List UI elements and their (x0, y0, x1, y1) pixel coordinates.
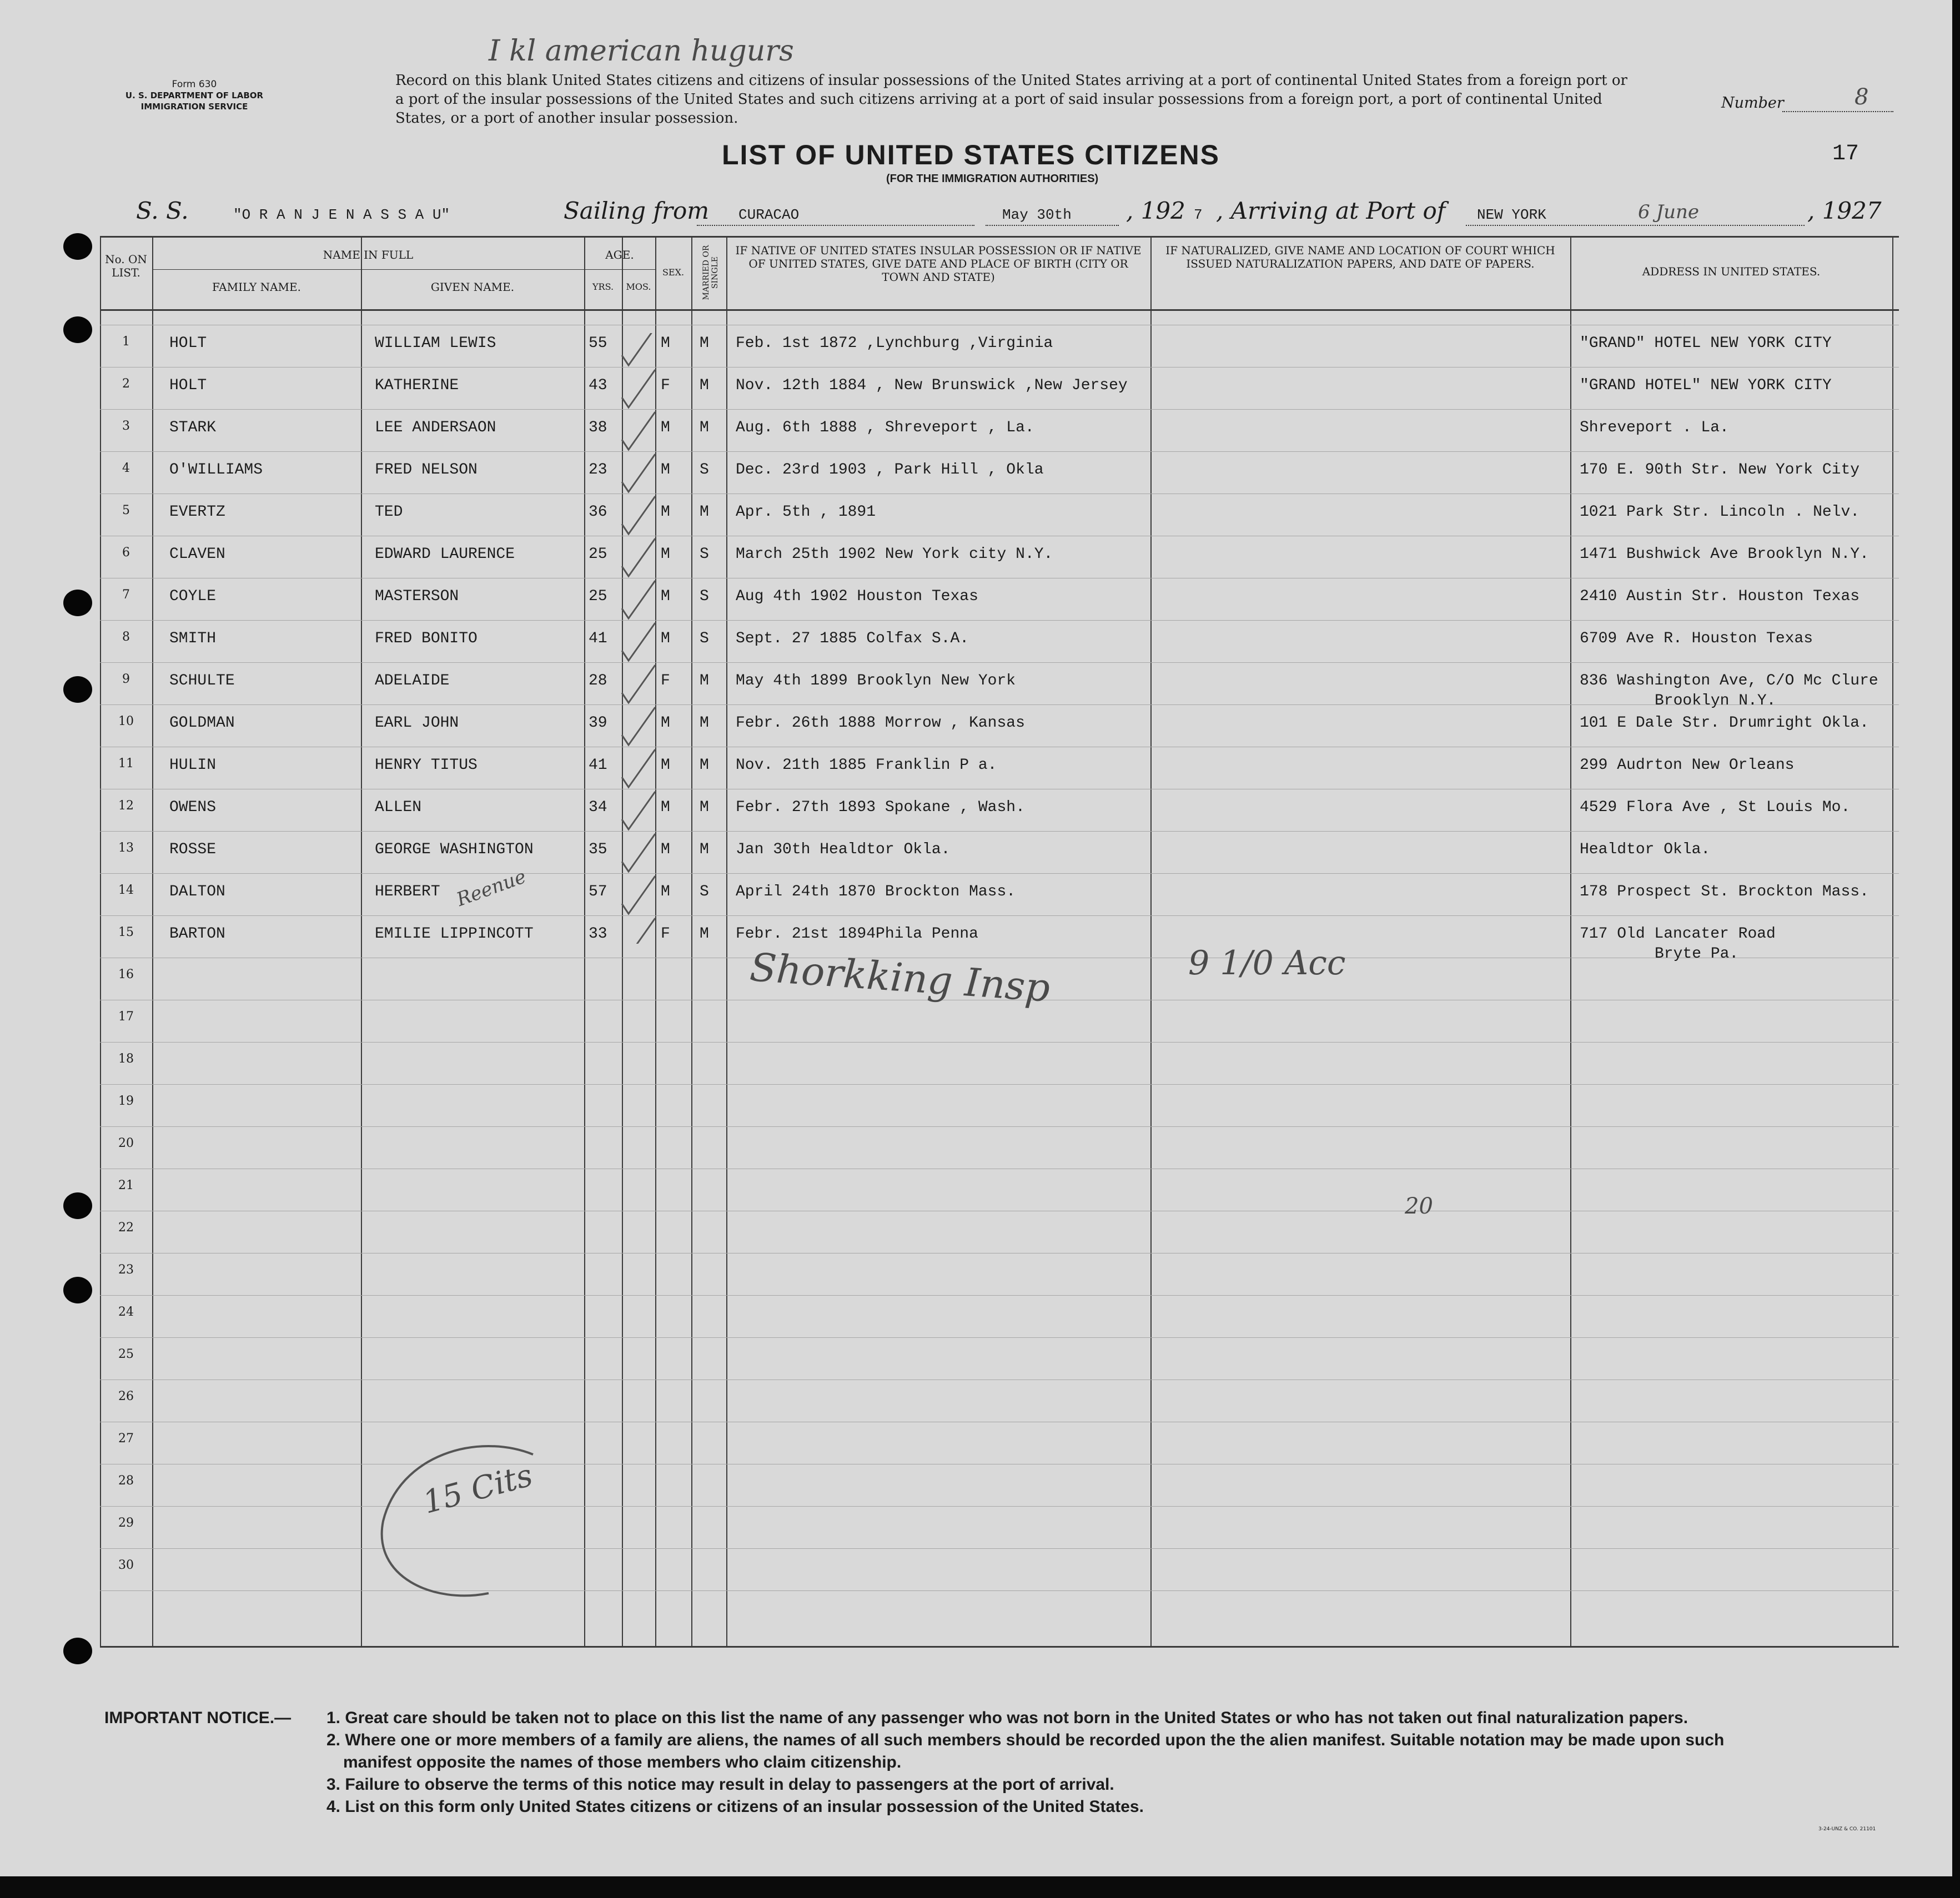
family-name: SMITH (169, 630, 217, 647)
sex: M (661, 588, 670, 605)
column-line (691, 236, 692, 1646)
arrival-year: , 1927 (1807, 197, 1882, 224)
ruled-line (100, 451, 1899, 452)
given-name: HERBERT (375, 883, 440, 900)
date-line (986, 225, 1119, 226)
sex: M (661, 335, 670, 352)
birth-info: Aug. 6th 1888 , Shreveport , La. (736, 419, 1034, 436)
given-name: ALLEN (375, 799, 422, 816)
address: 1021 Park Str. Lincoln . Nelv. (1580, 504, 1860, 521)
address: 178 Prospect St. Brockton Mass. (1580, 883, 1869, 900)
family-name: ROSSE (169, 841, 217, 858)
header-name-in-full: NAME IN FULL (323, 248, 414, 261)
birth-info: March 25th 1902 New York city N.Y. (736, 546, 1053, 563)
sex: M (661, 799, 670, 816)
check-mark (622, 834, 655, 872)
handwritten-annotation: I kl american hugurs (489, 34, 794, 68)
marital-status: M (700, 419, 709, 436)
notice-item: 4. List on this form only United States citizens or citizens of an insular possession of the United States. (326, 1798, 1144, 1816)
address: 101 E Dale Str. Drumright Okla. (1580, 714, 1869, 732)
header-naturalized: IF NATURALIZED, GIVE NAME AND LOCATION OF COURT WHICH ISSUED NATURALIZATION PAPERS, AND DATE OF PAPERS. (1165, 244, 1555, 270)
age-years: 36 (589, 504, 607, 521)
given-name: LEE ANDERSAON (375, 419, 496, 436)
sex: M (661, 504, 670, 521)
header-married: MARRIED OR SINGLE (702, 245, 720, 300)
age-years: 55 (589, 335, 607, 352)
header-address: ADDRESS IN UNITED STATES. (1642, 265, 1821, 278)
address-line2: Brooklyn N.Y. (1655, 692, 1776, 709)
birth-info: Dec. 23rd 1903 , Park Hill , Okla (736, 461, 1044, 479)
punch-hole (63, 316, 92, 343)
birth-info: Jan 30th Healdtor Okla. (736, 841, 951, 858)
age-years: 25 (589, 546, 607, 563)
header-name-divider (152, 269, 584, 270)
form-department: U. S. DEPARTMENT OF LABOR (125, 90, 264, 100)
family-name: DALTON (169, 883, 225, 900)
table-bottom-border (100, 1646, 1899, 1648)
birth-info: Feb. 1st 1872 ,Lynchburg ,Virginia (736, 335, 1053, 352)
given-name: HENRY TITUS (375, 757, 478, 774)
sex: M (661, 419, 670, 436)
header-given: GIVEN NAME. (430, 280, 515, 294)
ruled-line (100, 915, 1899, 916)
given-name: KATHERINE (375, 377, 459, 394)
birth-info: Febr. 21st 1894Phila Penna (736, 925, 978, 943)
header-birth: IF NATIVE OF UNITED STATES INSULAR POSSESSION OR IF NATIVE OF UNITED STATES, GIVE DATE AND PLACE OF BIRTH (CITY OR TOWN AND STATE) (735, 244, 1142, 284)
row-number: 30 (118, 1558, 134, 1572)
given-name: GEORGE WASHINGTON (375, 841, 534, 858)
number-value: 8 (1855, 84, 1869, 110)
departure-date: May 30th (1002, 207, 1072, 223)
address: 836 Washington Ave, C/O Mc Clure (1580, 672, 1878, 689)
marital-status: M (700, 799, 709, 816)
family-name: OWENS (169, 799, 217, 816)
ss-label: S. S. (136, 197, 189, 224)
check-mark (622, 623, 655, 661)
punch-hole (63, 676, 92, 703)
count-mark: 20 (1405, 1194, 1433, 1219)
address-line2: Bryte Pa. (1655, 945, 1739, 963)
header-mos: MOS. (626, 281, 651, 292)
row-number: 14 (118, 883, 134, 897)
family-name: CLAVEN (169, 546, 225, 563)
marital-status: M (700, 925, 709, 943)
given-name: EARL JOHN (375, 714, 459, 732)
row-number: 25 (118, 1347, 134, 1361)
age-years: 35 (589, 841, 607, 858)
given-name: TED (375, 504, 403, 521)
column-line (1150, 236, 1152, 1646)
sheet-number: 17 (1832, 142, 1860, 167)
ruled-line (100, 1084, 1899, 1085)
marital-status: M (700, 672, 709, 689)
row-number: 1 (122, 335, 130, 349)
address: Shreveport . La. (1580, 419, 1729, 436)
family-name: HOLT (169, 335, 207, 352)
marital-status: M (700, 377, 709, 394)
circle-mark (366, 1432, 600, 1610)
age-years: 28 (589, 672, 607, 689)
given-name: ADELAIDE (375, 672, 450, 689)
notice-item: 2. Where one or more members of a family are aliens, the names of all such members should be recorded upon the the alien manifest. Suitable notation may be made upon such (326, 1731, 1725, 1749)
check-mark (622, 707, 655, 745)
given-name: FRED BONITO (375, 630, 478, 647)
punch-hole (63, 1638, 92, 1664)
check-mark (622, 333, 655, 365)
birth-info: Febr. 26th 1888 Morrow , Kansas (736, 714, 1025, 732)
family-name: O'WILLIAMS (169, 461, 263, 479)
ruled-line (100, 620, 1899, 621)
check-mark (622, 918, 655, 944)
check-mark (622, 749, 655, 787)
row-number: 20 (118, 1136, 134, 1150)
row-number: 12 (118, 799, 134, 813)
family-name: STARK (169, 419, 217, 436)
given-name: FRED NELSON (375, 461, 478, 479)
birth-info: May 4th 1899 Brooklyn New York (736, 672, 1016, 689)
ruled-line (100, 704, 1899, 705)
sex: M (661, 714, 670, 732)
family-name: GOLDMAN (169, 714, 235, 732)
check-mark (622, 454, 655, 492)
sex: M (661, 630, 670, 647)
header-sex: SEX. (662, 267, 685, 278)
row-number: 3 (122, 419, 130, 433)
birth-info: Nov. 21th 1885 Franklin P a. (736, 757, 997, 774)
departure-port: CURACAO (738, 207, 800, 223)
page-subtitle: (FOR THE IMMIGRATION AUTHORITIES) (886, 173, 1099, 185)
column-line (152, 236, 153, 1646)
age-years: 33 (589, 925, 607, 943)
header-age-divider (584, 269, 655, 270)
given-name: MASTERSON (375, 588, 459, 605)
ruled-line (100, 1295, 1899, 1296)
marital-status: M (700, 335, 709, 352)
notice-item: 1. Great care should be taken not to place on this list the name of any passenger who was not born in the United States or who has not taken out final naturalization papers. (326, 1709, 1688, 1727)
form-service: IMMIGRATION SERVICE (140, 102, 248, 112)
column-line (1570, 236, 1571, 1646)
address: 170 E. 90th Str. New York City (1580, 461, 1860, 479)
marital-status: S (700, 461, 709, 479)
check-mark (622, 496, 655, 534)
row-number: 27 (118, 1432, 134, 1446)
sex: M (661, 546, 670, 563)
punch-hole (63, 1277, 92, 1303)
check-marks (616, 333, 683, 944)
age-years: 57 (589, 883, 607, 900)
address: "GRAND" HOTEL NEW YORK CITY (1580, 335, 1832, 352)
header-age: AGE. (605, 248, 634, 261)
row-number: 13 (118, 841, 134, 855)
birth-info: Febr. 27th 1893 Spokane , Wash. (736, 799, 1025, 816)
year-digit: 7 (1194, 207, 1203, 223)
row-number: 16 (118, 968, 134, 981)
address: Healdtor Okla. (1580, 841, 1711, 858)
sex: F (661, 377, 670, 394)
check-mark (622, 792, 655, 829)
ruled-line (100, 409, 1899, 410)
family-name: HULIN (169, 757, 217, 774)
age-years: 39 (589, 714, 607, 732)
birth-info: Apr. 5th , 1891 (736, 504, 876, 521)
number-line (1782, 111, 1893, 112)
ruled-line (100, 1042, 1899, 1043)
row-number: 8 (122, 630, 130, 644)
row-number: 23 (118, 1263, 134, 1277)
header-yrs: YRS. (592, 281, 614, 292)
address: 4529 Flora Ave , St Louis Mo. (1580, 799, 1851, 816)
printer-mark: 3-24-UNZ & CO. 21101 (1818, 1826, 1876, 1832)
sex: F (661, 925, 670, 943)
family-name: EVERTZ (169, 504, 225, 521)
age-years: 25 (589, 588, 607, 605)
row-number: 18 (118, 1052, 134, 1066)
header-no: No. ON LIST. (105, 253, 147, 279)
row-number: 24 (118, 1305, 134, 1319)
check-mark (622, 665, 655, 703)
check-mark (622, 581, 655, 618)
address: 2410 Austin Str. Houston Texas (1580, 588, 1860, 605)
row-number: 19 (118, 1094, 134, 1108)
ruled-line (100, 1337, 1899, 1338)
departure-line (697, 225, 974, 226)
birth-info: Nov. 12th 1884 , New Brunswick ,New Jersey (736, 377, 1128, 394)
form-number: Form 630 (172, 79, 217, 90)
arrival-port: NEW YORK (1477, 207, 1546, 223)
given-name: WILLIAM LEWIS (375, 335, 496, 352)
age-years: 41 (589, 757, 607, 774)
ruled-line (100, 1126, 1899, 1127)
given-name: EMILIE LIPPINCOTT (375, 925, 534, 943)
sex: M (661, 757, 670, 774)
family-name: BARTON (169, 925, 225, 943)
citizens-count-note: 15 Cits (419, 1457, 537, 1521)
number-label: Number (1721, 94, 1784, 112)
header-family: FAMILY NAME. (212, 280, 301, 294)
arrival-date: 6 June (1638, 201, 1699, 223)
ruled-line (100, 662, 1899, 663)
ruled-line (100, 831, 1899, 832)
row-number: 26 (118, 1389, 134, 1403)
row-number: 28 (118, 1474, 134, 1488)
age-years: 38 (589, 419, 607, 436)
table-header-border (100, 309, 1899, 311)
check-mark (622, 876, 655, 914)
marital-status: M (700, 504, 709, 521)
row-number: 11 (118, 757, 134, 771)
row-number: 2 (122, 377, 130, 391)
row-number: 5 (122, 504, 130, 517)
row-mark: Reenue (454, 865, 529, 911)
family-name: COYLE (169, 588, 217, 605)
age-years: 41 (589, 630, 607, 647)
check-mark (622, 412, 655, 450)
column-line (1892, 236, 1893, 1646)
row-number: 21 (118, 1179, 134, 1192)
given-name: EDWARD LAURENCE (375, 546, 515, 563)
row-number: 22 (118, 1221, 134, 1235)
family-name: HOLT (169, 377, 207, 394)
arriving-label: , Arriving at Port of (1216, 197, 1446, 224)
marital-status: S (700, 883, 709, 900)
marital-status: S (700, 546, 709, 563)
ruled-line (100, 873, 1899, 874)
row-number: 29 (118, 1516, 134, 1530)
row-number: 9 (122, 672, 130, 686)
sex: M (661, 461, 670, 479)
row-number: 10 (118, 714, 134, 728)
sex: M (661, 841, 670, 858)
row-number: 15 (118, 925, 134, 939)
address: 1471 Bushwick Ave Brooklyn N.Y. (1580, 546, 1869, 563)
column-line (361, 236, 362, 1646)
age-years: 34 (589, 799, 607, 816)
table-top-border (100, 236, 1899, 238)
sex: M (661, 883, 670, 900)
check-mark (622, 370, 655, 407)
marital-status: M (700, 841, 709, 858)
address: "GRAND HOTEL" NEW YORK CITY (1580, 377, 1832, 394)
marital-status: M (700, 757, 709, 774)
check-mark (622, 538, 655, 576)
marital-status: M (700, 714, 709, 732)
birth-info: April 24th 1870 Brockton Mass. (736, 883, 1016, 900)
marital-status: S (700, 588, 709, 605)
punch-hole (63, 233, 92, 260)
inspector-signature: Shorkking Insp (748, 944, 1052, 1011)
row-number: 6 (122, 546, 130, 560)
address: 299 Audrton New Orleans (1580, 757, 1795, 774)
row-number: 7 (122, 588, 130, 602)
page-title: LIST OF UNITED STATES CITIZENS (722, 139, 1220, 170)
row-number: 4 (122, 461, 130, 475)
column-line (726, 236, 727, 1646)
address: 717 Old Lancater Road (1580, 925, 1776, 943)
ship-name: "O R A N J E N A S S A U" (233, 207, 450, 223)
punch-hole (63, 1192, 92, 1219)
record-instructions: Record on this blank United States citizens and citizens of insular possessions of the United States arriving at a port of continental United States from a foreign port or a port of the insular possessions of the United States and such citizens arriving at a port of said insular possessions from a foreign port, a port of continental United States, or a port of another insular possession. (395, 72, 1627, 127)
age-years: 43 (589, 377, 607, 394)
sailing-label: Sailing from (564, 197, 710, 224)
form-identifier (94, 79, 294, 112)
year-prefix: , 192 (1126, 197, 1185, 224)
family-name: SCHULTE (169, 672, 235, 689)
row-number: 17 (118, 1010, 134, 1024)
punch-hole (63, 590, 92, 616)
birth-info: Aug 4th 1902 Houston Texas (736, 588, 978, 605)
arrival-line (1466, 225, 1805, 226)
notice-heading: IMPORTANT NOTICE.— (104, 1709, 292, 1727)
birth-info: Sept. 27 1885 Colfax S.A. (736, 630, 969, 647)
marital-status: S (700, 630, 709, 647)
age-years: 23 (589, 461, 607, 479)
sex: F (661, 672, 670, 689)
notice-item: 3. Failure to observe the terms of this notice may result in delay to passengers at the port of arrival. (326, 1775, 1114, 1794)
address: 6709 Ave R. Houston Texas (1580, 630, 1813, 647)
fraction-note: 9 1/0 Acc (1188, 944, 1346, 983)
notice-item: manifest opposite the names of those members who claim citizenship. (343, 1753, 902, 1771)
